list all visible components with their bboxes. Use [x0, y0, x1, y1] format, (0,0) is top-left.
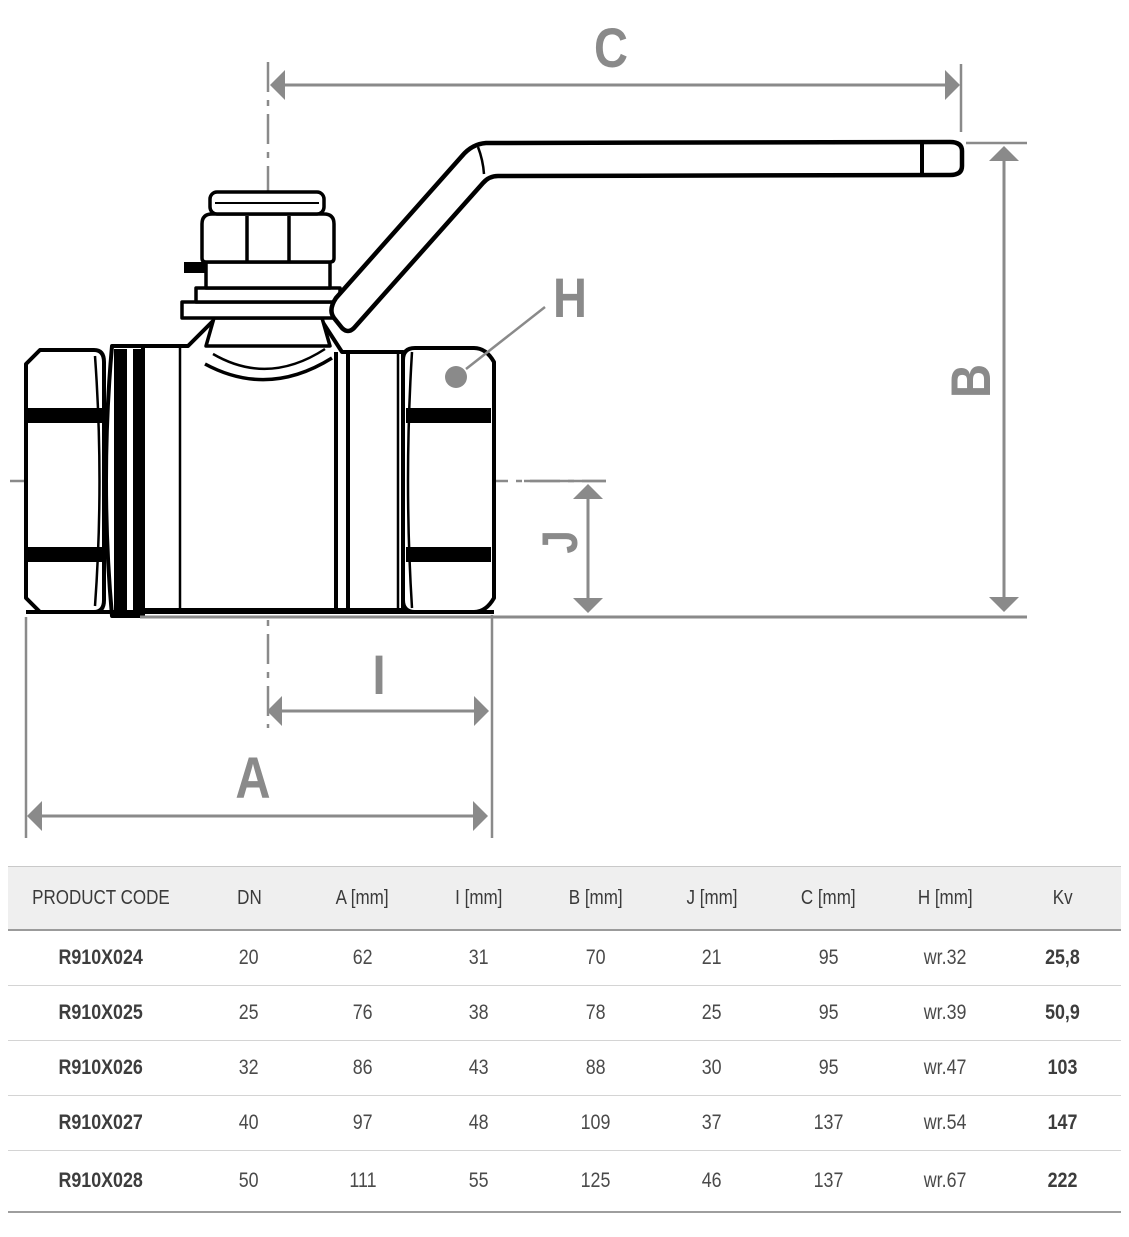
- dim-c-arrow-left: [270, 70, 285, 100]
- stem-hex-nut: [202, 214, 334, 262]
- cell-b: 125: [580, 1169, 611, 1192]
- dim-a-arrow-left: [27, 801, 42, 831]
- col-header-h: H [mm]: [918, 886, 973, 909]
- label-c: C: [594, 16, 628, 79]
- left-hex-cap: [26, 350, 104, 612]
- table-row: [8, 1096, 1121, 1151]
- col-header-b: B [mm]: [568, 886, 623, 909]
- table-row: [8, 1041, 1121, 1096]
- left-hex-facet-band-bottom: [28, 547, 102, 562]
- cell-product-code: R910X027: [58, 1111, 143, 1134]
- stem-neck: [206, 318, 330, 346]
- right-hex-facet-band-top: [406, 408, 491, 423]
- cell-dn: 40: [239, 1111, 259, 1134]
- cell-kv: 147: [1047, 1111, 1078, 1134]
- cell-i: 48: [468, 1111, 489, 1134]
- gland-tab: [184, 262, 206, 273]
- cell-a: 97: [352, 1111, 373, 1134]
- cell-a: 76: [352, 1001, 373, 1024]
- cell-j: 37: [702, 1111, 722, 1134]
- dim-b-arrow-down: [989, 597, 1019, 612]
- cell-c: 95: [818, 1056, 839, 1079]
- cell-c: 95: [818, 1001, 839, 1024]
- right-hex-facet-band-bottom: [406, 547, 491, 562]
- cell-b: 109: [580, 1111, 611, 1134]
- col-header-j: J [mm]: [686, 886, 738, 909]
- cell-product-code: R910X024: [58, 946, 143, 969]
- cell-i: 43: [468, 1056, 489, 1079]
- table-row: [8, 986, 1121, 1041]
- cell-b: 88: [585, 1056, 606, 1079]
- ring-bar-2: [133, 349, 141, 612]
- label-a: A: [235, 747, 271, 811]
- cell-i: 55: [468, 1169, 489, 1192]
- cell-a: 86: [352, 1056, 373, 1079]
- col-header-c: C [mm]: [801, 886, 856, 909]
- col-header-kv: Kv: [1052, 886, 1073, 909]
- cell-b: 70: [585, 946, 606, 969]
- cell-h: wr.54: [924, 1111, 967, 1134]
- bonnet-flange-upper: [196, 288, 340, 302]
- dim-c-arrow-right: [945, 70, 960, 100]
- right-hex-cap: [403, 348, 494, 612]
- cell-a: 111: [348, 1169, 377, 1192]
- dim-a-arrow-right: [473, 801, 488, 831]
- cell-i: 38: [468, 1001, 489, 1024]
- col-header-a: A [mm]: [336, 886, 389, 909]
- cell-j: 46: [702, 1169, 722, 1192]
- cell-kv: 222: [1047, 1169, 1078, 1192]
- cell-product-code: R910X028: [58, 1169, 143, 1192]
- label-i: I: [372, 643, 386, 706]
- cell-kv: 50,9: [1045, 1001, 1080, 1024]
- cell-dn: 50: [239, 1169, 259, 1192]
- cell-h: wr.32: [924, 946, 967, 969]
- cell-j: 21: [702, 946, 722, 969]
- cell-c: 137: [813, 1111, 844, 1134]
- lever-handle: [331, 142, 962, 331]
- cell-c: 137: [813, 1169, 844, 1192]
- col-header-i: I [mm]: [454, 886, 503, 909]
- cell-j: 25: [702, 1001, 722, 1024]
- cell-product-code: R910X026: [58, 1056, 143, 1079]
- label-b: B: [939, 364, 1002, 398]
- cell-product-code: R910X025: [58, 1001, 143, 1024]
- spec-table: [8, 866, 1121, 1213]
- table-header-row: [8, 867, 1121, 931]
- col-header-product-code: PRODUCT CODE: [31, 886, 170, 909]
- dim-h-dot: [445, 366, 467, 388]
- cell-h: wr.47: [924, 1056, 967, 1079]
- cell-kv: 103: [1047, 1056, 1078, 1079]
- table-row: [8, 931, 1121, 986]
- gland-plate: [206, 262, 330, 288]
- cell-i: 31: [468, 946, 489, 969]
- cell-dn: 20: [239, 946, 259, 969]
- label-j: J: [531, 530, 588, 554]
- cell-b: 78: [585, 1001, 606, 1024]
- col-header-dn: DN: [236, 886, 262, 909]
- body-center: [143, 318, 403, 610]
- left-hex-facet-band-top: [28, 408, 102, 423]
- cell-a: 62: [352, 946, 373, 969]
- dim-i-arrow-right: [474, 696, 489, 726]
- label-h: H: [553, 266, 587, 329]
- ring-bar-1: [114, 349, 127, 612]
- cell-kv: 25,8: [1045, 946, 1080, 969]
- cell-h: wr.39: [924, 1001, 967, 1024]
- cell-j: 30: [702, 1056, 722, 1079]
- cell-c: 95: [818, 946, 839, 969]
- cell-dn: 25: [239, 1001, 259, 1024]
- dim-j-arrow-up: [573, 484, 603, 499]
- dim-j-arrow-down: [573, 598, 603, 613]
- dim-b-arrow-up: [989, 146, 1019, 161]
- cell-h: wr.67: [924, 1169, 967, 1192]
- cell-dn: 32: [239, 1056, 259, 1079]
- dim-h-leader: [466, 307, 545, 369]
- table-row: [8, 1151, 1121, 1213]
- valve-body: [26, 142, 962, 616]
